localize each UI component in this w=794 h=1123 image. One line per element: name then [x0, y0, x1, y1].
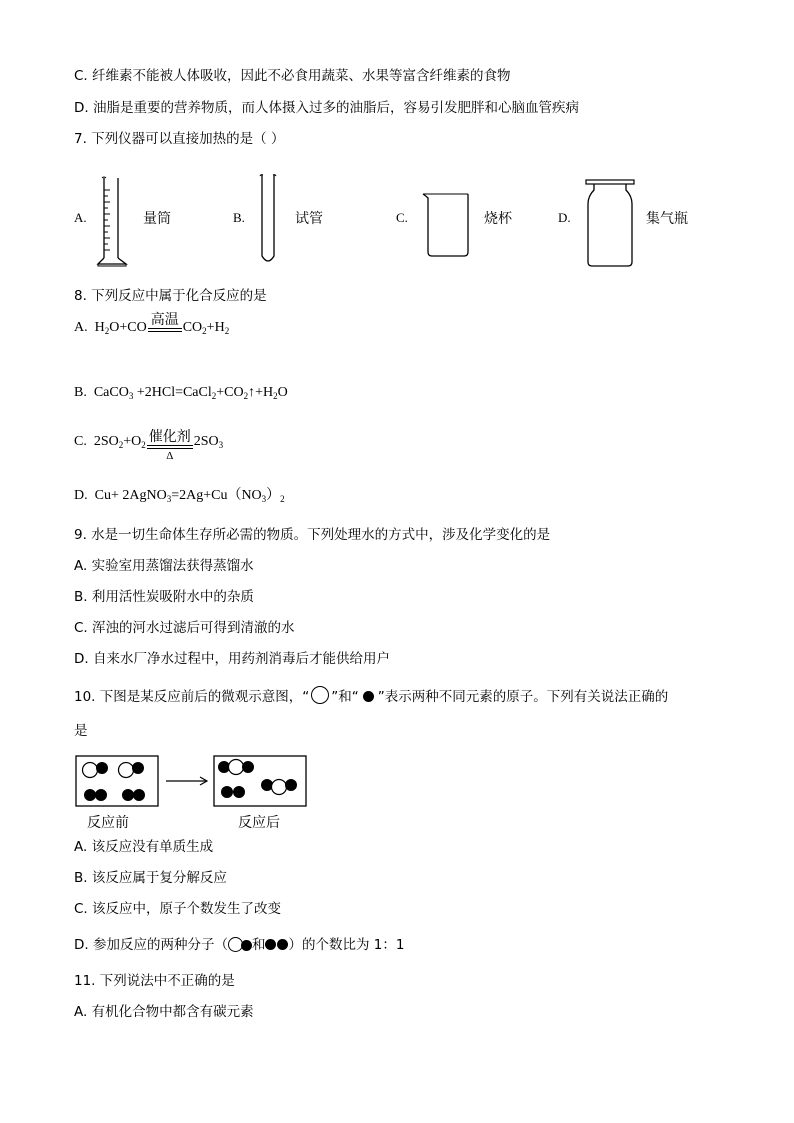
- q9-option-d: D. 自来水厂净水过程中，用药剂消毒后才能供给用户: [74, 651, 390, 667]
- q11-option-a: A. 有机化合物中都含有碳元素: [74, 1004, 254, 1020]
- q7-option-a-name: 量筒: [143, 211, 171, 227]
- beaker-icon: [420, 190, 476, 260]
- q10-option-d: D. 参加反应的两种分子（ 和 ）的个数比为 1：1: [74, 937, 405, 953]
- q8-a-condition: 高温: [148, 312, 182, 332]
- q8-c-letter: C.: [74, 434, 87, 450]
- q6-option-d: D. 油脂是重要的营养物质，而人体摄入过多的油脂后，容易引发肥胖和心脑血管疾病: [74, 100, 579, 116]
- q8-option-d: D. $Cu+ 2AgNO_3=2Ag+Cu(NO_3)_2$: [74, 488, 285, 504]
- q8-b-letter: B.: [74, 385, 87, 400]
- gas-collecting-bottle-icon: [584, 178, 636, 268]
- white-atom-icon: [311, 686, 329, 704]
- q10-stem-line2: 是: [74, 723, 88, 739]
- black-atom-icon: [363, 691, 374, 702]
- q10-option-b: B. 该反应属于复分解反应: [74, 870, 227, 886]
- q8-d-letter: D.: [74, 488, 88, 503]
- q8-stem: 8. 下列反应中属于化合反应的是: [74, 288, 267, 304]
- q7-option-d-name: 集气瓶: [646, 211, 688, 227]
- black-atom-icon: [265, 939, 276, 950]
- q7-stem: 7. 下列仪器可以直接加热的是（ ）: [74, 131, 285, 147]
- before-reaction-label: 反应前: [87, 815, 129, 831]
- q8-option-b: B. CaCO$_3$ $+2HCl=CaCl_2+CO_2↑+H_2O$: [74, 385, 288, 401]
- after-reaction-label: 反应后: [238, 815, 280, 831]
- black-atom-icon: [277, 939, 288, 950]
- q6-option-c: C. 纤维素不能被人体吸收，因此不必食用蔬菜、水果等富含纤维素的食物: [74, 68, 511, 84]
- q7-option-c-name: 烧杯: [484, 211, 512, 227]
- q10-option-a: A. 该反应没有单质生成: [74, 839, 214, 855]
- q7-option-b-name: 试管: [295, 211, 323, 227]
- q7-option-c-letter: C.: [396, 210, 408, 225]
- q10-stem: 10. 下图是某反应前后的微观示意图，“ ”和“ ”表示两种不同元素的原子。下列有关说法正确的: [74, 686, 668, 706]
- test-tube-icon: [256, 172, 280, 268]
- reaction-micro-diagram: [74, 754, 310, 810]
- q8-option-c: C. $2SO_2+O_2$ 催化剂 Δ $2SO_3$: [74, 429, 224, 462]
- q9-option-b: B. 利用活性炭吸附水中的杂质: [74, 589, 254, 605]
- q9-option-a: A. 实验室用蒸馏法获得蒸馏水: [74, 558, 254, 574]
- q11-stem: 11. 下列说法中不正确的是: [74, 973, 235, 989]
- q7-option-a-letter: A.: [74, 210, 87, 225]
- q7-option-b-letter: B.: [233, 210, 245, 225]
- q8-a-letter: A.: [74, 320, 88, 336]
- q8-c-condition: 催化剂 Δ: [148, 429, 191, 462]
- q7-option-d-letter: D.: [558, 210, 571, 225]
- q9-stem: 9. 水是一切生命体生存所必需的物质。下列处理水的方式中，涉及化学变化的是: [74, 527, 551, 543]
- q8-option-a: A. $H_2O+CO$ 高温 $CO_2+H_2$: [74, 312, 230, 337]
- graduated-cylinder-icon: [94, 176, 134, 268]
- q10-option-c: C. 该反应中，原子个数发生了改变: [74, 901, 282, 917]
- q9-option-c: C. 浑浊的河水过滤后可得到清澈的水: [74, 620, 295, 636]
- black-atom-icon: [241, 940, 252, 951]
